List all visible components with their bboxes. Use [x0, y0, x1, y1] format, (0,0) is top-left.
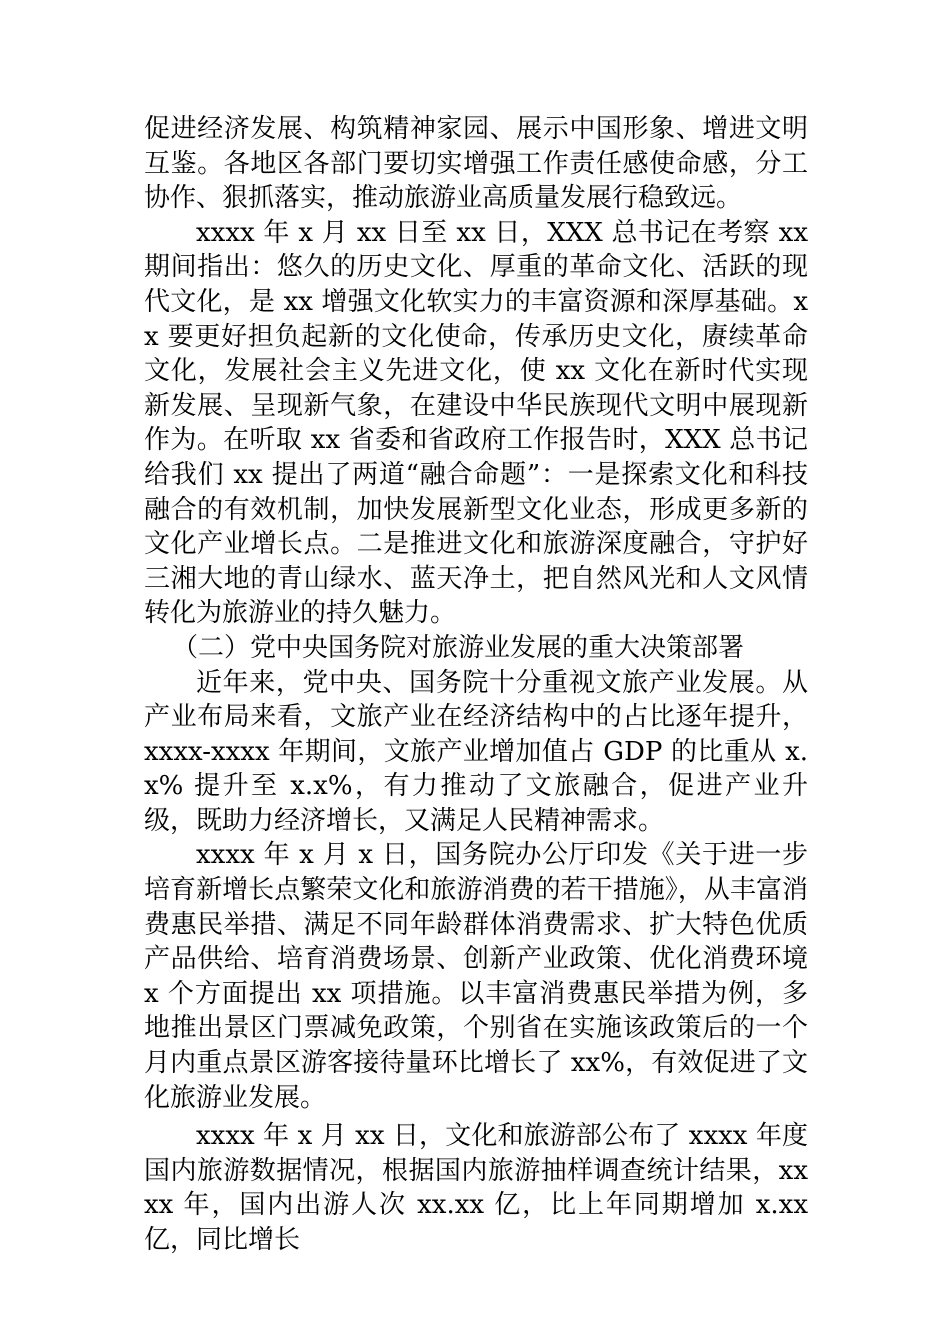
- paragraph-xx-inspection: xxxx 年 x 月 xx 日至 xx 日，XXX 总书记在考察 xx 期间指出：悠久的历史文化、厚重的革命文化、活跃的现代文化，是 xx 增强文化软实力的丰富资源和深厚基础。xx 要更好担负起新的文化使命，传承历史文化，赓续革命文化，发展社会主义先进文化，使 xx 文化在新时代实现新发展、呈现新气象，在建设中华民族现代文明中展现新作为。在听取 xx 省委和省政府工作报告时，XXX 总书记给我们 xx 提出了两道“融合命题”：一是探索文化和科技融合的有效机制，加快发展新型文化业态，形成更多新的文化产业增长点。二是推进文化和旅游深度融合，守护好三湘大地的青山绿水、蓝天净土，把自然风光和人文风情转化为旅游业的持久魅力。: [144, 217, 808, 629]
- paragraph-continuation: 促进经济发展、构筑精神家园、展示中国形象、增进文明互鉴。各地区各部门要切实增强工作责任感使命感，分工协作、狠抓落实，推动旅游业高质量发展行稳致远。: [144, 114, 808, 214]
- section-heading: （二）党中央国务院对旅游业发展的重大决策部署: [172, 632, 745, 663]
- paragraph-industry-layout: 近年来，党中央、国务院十分重视文旅产业发展。从产业布局来看，文旅产业在经济结构中的占比逐年提升，xxxx-xxxx 年期间，文旅产业增加值占 GDP 的比重从 x.x% 提升至 x.x%，有力推动了文旅融合，促进产业升级，既助力经济增长，又满足人民精神需求。: [144, 667, 808, 836]
- document-body: [144, 112, 808, 1258]
- paragraph-tourism-data: xxxx 年 x 月 xx 日，文化和旅游部公布了 xxxx 年度国内旅游数据情况，根据国内旅游抽样调查统计结果，xxxx 年，国内出游人次 xx.xx 亿，比上年同期增加 x.xx 亿，同比增长: [144, 1121, 808, 1255]
- paragraph-state-council-measures: xxxx 年 x 月 x 日，国务院办公厅印发《关于进一步培育新增长点繁荣文化和旅游消费的若干措施》，从丰富消费惠民举措、满足不同年龄群体消费需求、扩大特色优质产品供给、培育消费场景、创新产业政策、优化消费环境 x 个方面提出 xx 项措施。以丰富消费惠民举措为例，多地推出景区门票减免政策，个别省在实施该政策后的一个月内重点景区游客接待量环比增长了 xx%，有效促进了文化旅游业发展。: [144, 840, 808, 1113]
